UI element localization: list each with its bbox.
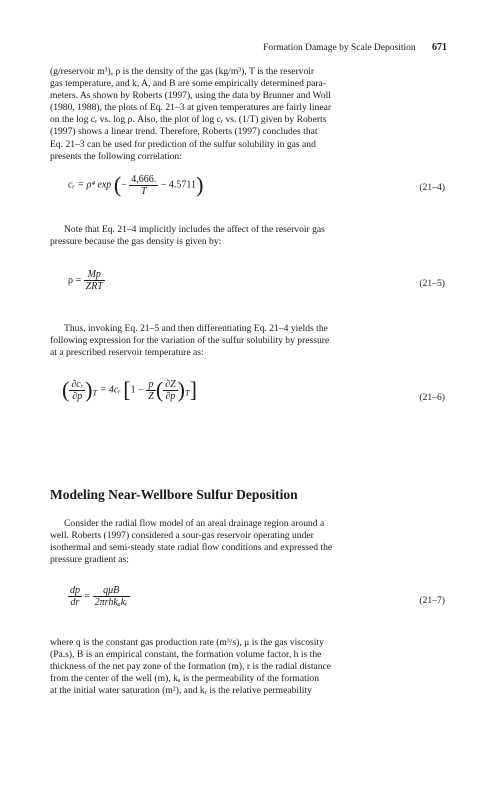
denominator: 2πrhkₐkᵣ: [94, 597, 128, 608]
equation-21-7: [50, 585, 445, 619]
text-line: pressure because the gas density is given by:: [50, 236, 222, 248]
eq-one: 1 −: [130, 384, 144, 396]
text-line: at a prescribed reservoir temperature as:: [50, 347, 204, 359]
denominator: ZRT: [85, 281, 103, 292]
numerator: dp: [70, 585, 80, 596]
equals-sign: =: [84, 590, 91, 602]
text-line: gas temperature, and k, A, and B are some empirically determined para-: [50, 78, 326, 90]
eq-lhs: ρ =: [68, 274, 82, 286]
paragraph-gas-density: [50, 66, 445, 163]
fraction: [84, 269, 105, 292]
paren-open: (: [113, 172, 122, 197]
fraction: [93, 585, 130, 608]
header-title: Formation Damage by Scale Deposition: [263, 43, 416, 53]
numerator: ∂cᵣ: [71, 378, 84, 390]
denominator: T: [141, 185, 147, 197]
paragraph-differentiation: [50, 323, 445, 359]
subscript: T: [92, 388, 98, 398]
eq-mid: = 4cᵣ: [99, 384, 121, 396]
denominator: Z: [148, 390, 154, 402]
text-line: (g/reservoir m³), ρ is the density of the gas (kg/m³), T is the reservoir: [50, 66, 315, 77]
section-heading: Modeling Near-Wellbore Sulfur Deposition: [50, 487, 298, 502]
text-line: Consider the radial flow model of an areal drainage region around a: [64, 518, 325, 529]
text-line: Eq. 21–3 can be used for prediction of the sulfur solubility in gas and: [50, 138, 316, 150]
paren-close: ): [196, 172, 204, 197]
text-line: presents the following correlation:: [50, 150, 182, 162]
fraction: [69, 379, 85, 402]
paragraph-pressure-note: [50, 224, 445, 248]
numerator: ∂Z: [165, 378, 176, 390]
text-line: from the center of the well (m), kₐ is the permeability of the formation: [50, 673, 320, 685]
text-line: isothermal and semi-steady state radial flow conditions and expressed the: [50, 542, 333, 554]
text-line: Note that Eq. 21–4 implicitly includes the affect of the reservoir gas: [64, 224, 325, 235]
fraction: [163, 379, 178, 402]
text-line: pressure gradient as:: [50, 554, 129, 566]
subscript: T: [185, 388, 190, 398]
numerator: Mp: [84, 269, 105, 281]
equation-21-4: cᵣ = ρ⁴ exp (− $\frac{4,666.}{T}$ − 4.5711) (21–4): [68, 172, 445, 197]
text-line: (Pa.s), B is an empirical constant, the formation volume factor, h is the: [50, 649, 322, 661]
text-line: (1980, 1988), the plots of Eq. 21–3 at given temperatures are fairly linear: [50, 102, 332, 114]
text-line: well. Roberts (1997) considered a sour-gas reservoir operating under: [50, 530, 314, 542]
equation-number: (21–4): [419, 182, 445, 193]
text-line: following expression for the variation of the sulfur solubility by pressure: [50, 335, 330, 347]
equation-21-5: [50, 269, 445, 301]
paragraph-radial-flow: [50, 518, 445, 566]
eq-lhs: cᵣ = ρ⁴ exp: [68, 179, 112, 191]
equation-number: (21–6): [419, 392, 445, 403]
equation-21-6: ( $\frac{\text{∂cᵣ}}{\partial p}$ )$_T$ = 4cᵣ [1 − $\frac{p}{Z}$ ( $\frac{\partial Z}{\partial p}$ )$_T$] (21–6): [62, 377, 445, 403]
fraction: [146, 379, 156, 402]
denominator: dr: [70, 597, 80, 608]
text-line: where q is the constant gas production rate (m³/s), μ is the gas viscosity: [50, 637, 324, 648]
fraction: [129, 174, 158, 197]
text-line: Thus, invoking Eq. 21–5 and then differentiating Eq. 21–4 yields the: [64, 323, 328, 334]
numerator: p: [146, 379, 156, 391]
equation-number: (21–7): [419, 595, 445, 606]
denominator: ∂p: [72, 390, 83, 402]
text-line: thickness of the net pay zone of the formation (m), r is the radial distance: [50, 661, 332, 673]
text-line: (1997) shows a linear trend. Therefore, Roberts (1997) concludes that: [50, 126, 318, 138]
equation-number: (21–5): [419, 278, 445, 289]
text-line: on the log cᵣ vs. log ρ. Also, the plot of log cᵣ vs. (1/T) given by Roberts: [50, 114, 327, 126]
fraction: [68, 585, 82, 608]
numerator: qμB: [93, 585, 130, 597]
paragraph-variable-definitions: [50, 637, 445, 697]
text-line: meters. As shown by Roberts (1997), using the data by Brunner and Woll: [50, 90, 331, 102]
text-line: at the initial water saturation (m²), and kᵣ is the relative permeability: [50, 685, 312, 697]
running-header: [50, 42, 447, 56]
numerator: 4,666.: [131, 173, 157, 185]
page-number: 671: [432, 42, 447, 53]
eq-constant: − 4.5711: [160, 179, 197, 191]
denominator: ∂p: [165, 390, 176, 402]
